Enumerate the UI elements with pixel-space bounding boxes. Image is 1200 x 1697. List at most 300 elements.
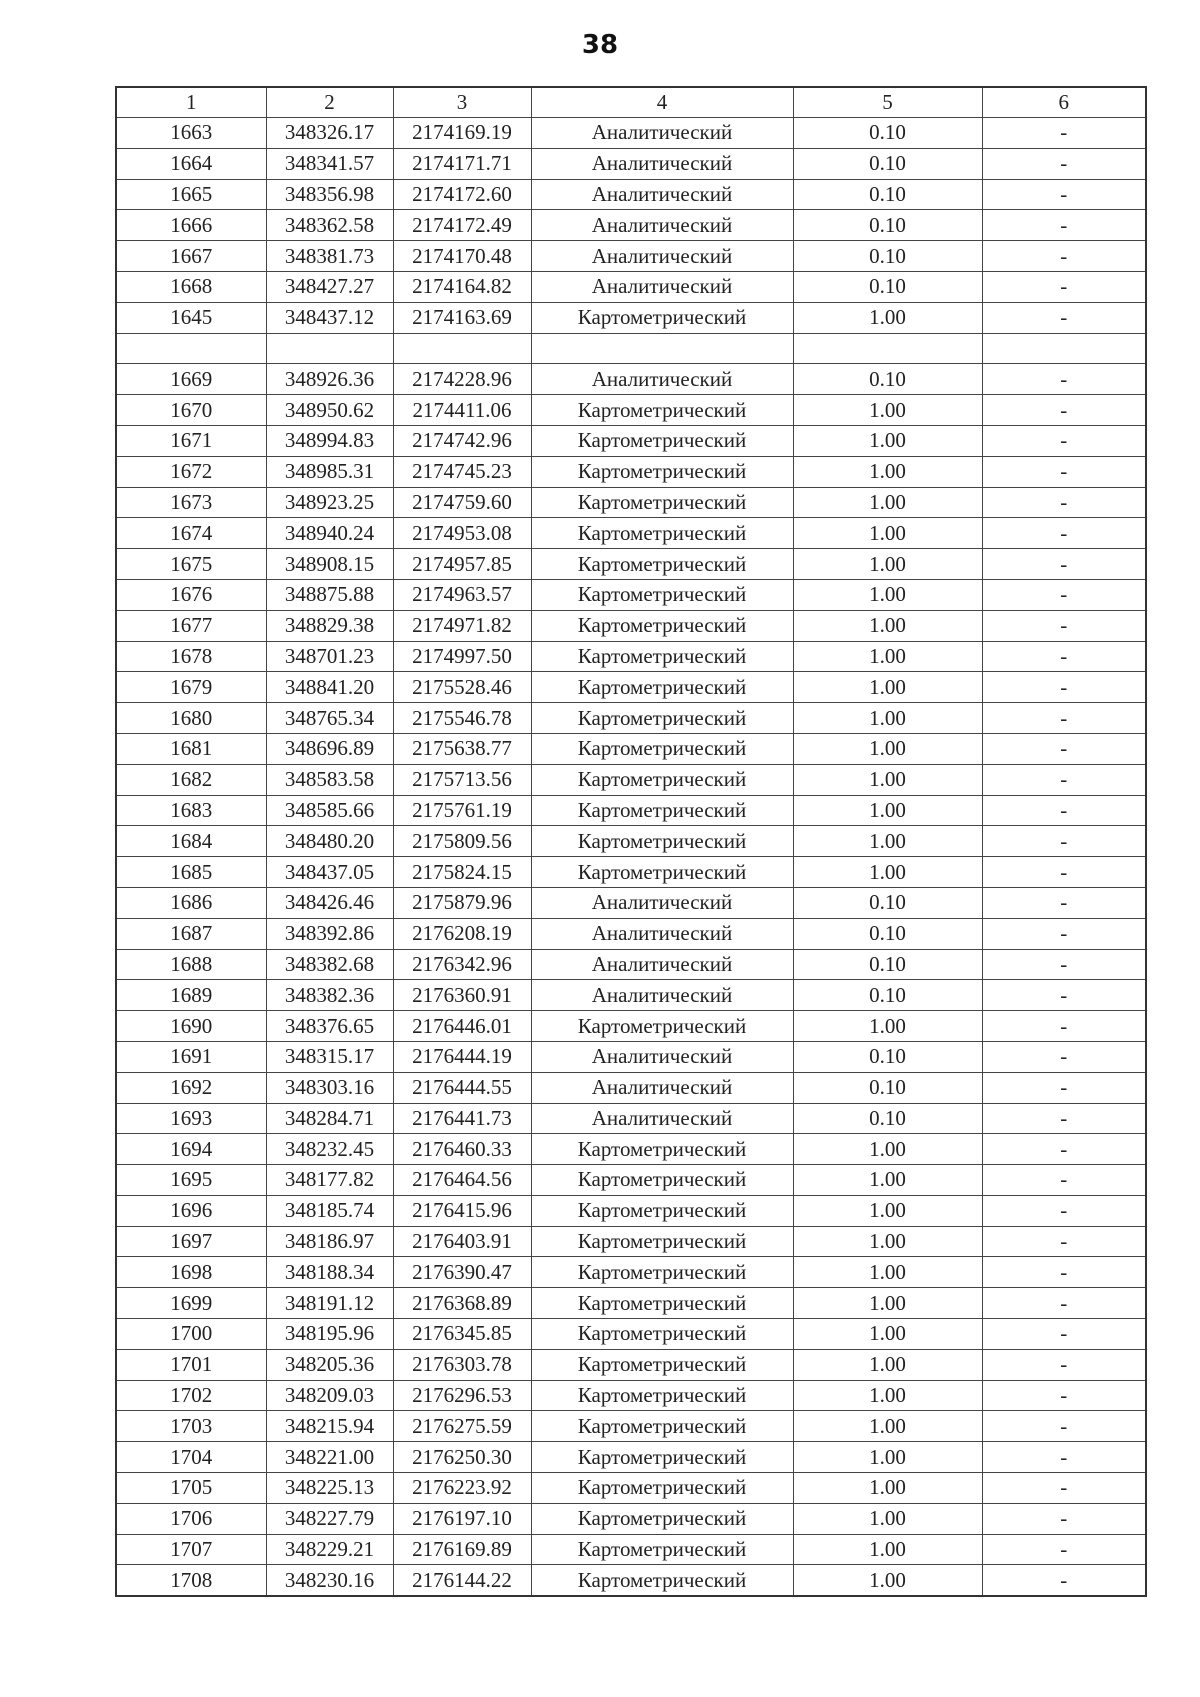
table-row	[116, 795, 1146, 826]
table-row	[116, 179, 1146, 210]
table-cell: 1.00	[793, 1503, 982, 1534]
table-cell: Аналитический	[531, 148, 793, 179]
table-cell: Картометрический	[531, 1349, 793, 1380]
table-cell: -	[982, 980, 1146, 1011]
table-cell: 2174957.85	[393, 549, 531, 580]
table-cell: Картометрический	[531, 579, 793, 610]
table-cell: 1698	[116, 1257, 266, 1288]
table-cell: 348221.00	[266, 1442, 393, 1473]
table-cell: -	[982, 764, 1146, 795]
table-cell: 1679	[116, 672, 266, 703]
table-row	[116, 857, 1146, 888]
table-row	[116, 1226, 1146, 1257]
table-cell: 0.10	[793, 148, 982, 179]
table-cell: 348315.17	[266, 1041, 393, 1072]
table-cell: Картометрический	[531, 518, 793, 549]
table-row	[116, 1072, 1146, 1103]
table-cell: -	[982, 641, 1146, 672]
table-row	[116, 1349, 1146, 1380]
table-cell: -	[982, 579, 1146, 610]
table-cell: -	[982, 241, 1146, 272]
table-cell: 1665	[116, 179, 266, 210]
table-cell: 1.00	[793, 302, 982, 333]
table-cell: -	[982, 826, 1146, 857]
table-cell: 0.10	[793, 364, 982, 395]
table-cell: 348232.45	[266, 1134, 393, 1165]
table-cell: 1674	[116, 518, 266, 549]
table-cell: 348841.20	[266, 672, 393, 703]
table-cell: 2175761.19	[393, 795, 531, 826]
table-cell: 1677	[116, 610, 266, 641]
table-cell: 348341.57	[266, 148, 393, 179]
table-cell: 1.00	[793, 826, 982, 857]
table-cell: Картометрический	[531, 703, 793, 734]
table-cell: 1.00	[793, 795, 982, 826]
table-cell: Картометрический	[531, 672, 793, 703]
table-cell: Картометрический	[531, 1473, 793, 1504]
table-cell: 1699	[116, 1288, 266, 1319]
table-cell: 2176169.89	[393, 1534, 531, 1565]
table-cell: 2176275.59	[393, 1411, 531, 1442]
table-cell: 1708	[116, 1565, 266, 1596]
table-cell: 1.00	[793, 1349, 982, 1380]
table-cell: 1.00	[793, 1411, 982, 1442]
table-cell: 0.10	[793, 179, 982, 210]
coordinates-table	[115, 86, 1147, 1597]
table-cell: 1694	[116, 1134, 266, 1165]
table-cell: 1675	[116, 549, 266, 580]
table-cell: Картометрический	[531, 487, 793, 518]
table-cell: -	[982, 395, 1146, 426]
table-cell: 1703	[116, 1411, 266, 1442]
table-cell: Картометрический	[531, 1226, 793, 1257]
table-cell: 2176223.92	[393, 1473, 531, 1504]
table-cell: 1.00	[793, 579, 982, 610]
table-row	[116, 826, 1146, 857]
table-cell: 2176345.85	[393, 1319, 531, 1350]
table-cell: 1.00	[793, 1165, 982, 1196]
table-cell: 1.00	[793, 1380, 982, 1411]
table-cell: 1678	[116, 641, 266, 672]
table-cell: -	[982, 1319, 1146, 1350]
table-cell: 2174169.19	[393, 118, 531, 149]
table-cell: 2176144.22	[393, 1565, 531, 1596]
table-cell: -	[982, 148, 1146, 179]
table-cell: Картометрический	[531, 826, 793, 857]
table-cell: 348829.38	[266, 610, 393, 641]
table-cell: 1.00	[793, 487, 982, 518]
table-cell: 1.00	[793, 1257, 982, 1288]
table-cell: 1685	[116, 857, 266, 888]
table-cell: -	[982, 425, 1146, 456]
table-cell: 2174953.08	[393, 518, 531, 549]
table-cell: 1664	[116, 148, 266, 179]
table-cell: Картометрический	[531, 1165, 793, 1196]
table-cell: Картометрический	[531, 733, 793, 764]
table-cell: 348480.20	[266, 826, 393, 857]
table-header-row	[116, 87, 1146, 118]
table-cell: -	[982, 1072, 1146, 1103]
table-cell: 348229.21	[266, 1534, 393, 1565]
table-cell: -	[982, 887, 1146, 918]
table-cell: 1.00	[793, 549, 982, 580]
table-cell: 1.00	[793, 703, 982, 734]
table-cell: 1.00	[793, 425, 982, 456]
table-cell: 1666	[116, 210, 266, 241]
table-cell: 348381.73	[266, 241, 393, 272]
table-cell: -	[982, 1565, 1146, 1596]
table-cell: 1.00	[793, 1565, 982, 1596]
table-row	[116, 364, 1146, 395]
table-cell: 0.10	[793, 271, 982, 302]
table-cell: 348376.65	[266, 1011, 393, 1042]
table-row	[116, 918, 1146, 949]
table-cell: 1686	[116, 887, 266, 918]
table-cell: -	[982, 1226, 1146, 1257]
table-cell: Картометрический	[531, 456, 793, 487]
table-cell: 1690	[116, 1011, 266, 1042]
table-cell: Картометрический	[531, 302, 793, 333]
table-cell: 1687	[116, 918, 266, 949]
table-cell: 1.00	[793, 857, 982, 888]
table-cell: -	[982, 271, 1146, 302]
table-cell: 2174163.69	[393, 302, 531, 333]
table-cell: -	[982, 364, 1146, 395]
table-cell: 1702	[116, 1380, 266, 1411]
table-cell: Аналитический	[531, 1072, 793, 1103]
table-cell: 2175824.15	[393, 857, 531, 888]
table-cell: -	[982, 179, 1146, 210]
column-header: 4	[531, 87, 793, 118]
table-cell: 2176446.01	[393, 1011, 531, 1042]
table-row	[116, 764, 1146, 795]
table-cell: 1696	[116, 1195, 266, 1226]
table-cell: -	[982, 1103, 1146, 1134]
table-cell: 2174164.82	[393, 271, 531, 302]
table-cell: Аналитический	[531, 241, 793, 272]
table-cell: 348392.86	[266, 918, 393, 949]
table-cell: -	[982, 1011, 1146, 1042]
table-row	[116, 456, 1146, 487]
table-cell: 2176415.96	[393, 1195, 531, 1226]
table-cell: 348177.82	[266, 1165, 393, 1196]
table-cell: 1663	[116, 118, 266, 149]
table-cell: 2174745.23	[393, 456, 531, 487]
table-row	[116, 1195, 1146, 1226]
table-row	[116, 1041, 1146, 1072]
table-row	[116, 1288, 1146, 1319]
table-row	[116, 148, 1146, 179]
table-cell: -	[982, 857, 1146, 888]
table-cell: 348188.34	[266, 1257, 393, 1288]
table-cell: 348994.83	[266, 425, 393, 456]
table-cell: 2176296.53	[393, 1380, 531, 1411]
table-cell: Картометрический	[531, 1411, 793, 1442]
table-cell: Картометрический	[531, 549, 793, 580]
table-cell: 1670	[116, 395, 266, 426]
table-row	[116, 1319, 1146, 1350]
table-cell: Аналитический	[531, 364, 793, 395]
table-cell: -	[982, 733, 1146, 764]
table-cell: 1706	[116, 1503, 266, 1534]
table-cell: 1668	[116, 271, 266, 302]
table-cell: -	[982, 487, 1146, 518]
table-cell: Картометрический	[531, 1319, 793, 1350]
table-cell: -	[982, 1195, 1146, 1226]
table-cell: 1691	[116, 1041, 266, 1072]
table-cell: 348585.66	[266, 795, 393, 826]
table-cell: 1.00	[793, 610, 982, 641]
table-cell: -	[982, 1411, 1146, 1442]
table-cell: 348191.12	[266, 1288, 393, 1319]
table-cell: 2174172.49	[393, 210, 531, 241]
table-cell	[793, 333, 982, 364]
table-cell: 0.10	[793, 1103, 982, 1134]
table-cell: 2175638.77	[393, 733, 531, 764]
table-cell: 348356.98	[266, 179, 393, 210]
table-cell: Аналитический	[531, 949, 793, 980]
table-cell: 2175879.96	[393, 887, 531, 918]
table-cell: -	[982, 210, 1146, 241]
table-cell: -	[982, 1534, 1146, 1565]
table-row	[116, 302, 1146, 333]
table-cell: 348185.74	[266, 1195, 393, 1226]
table-cell: 1672	[116, 456, 266, 487]
table-cell: Картометрический	[531, 1442, 793, 1473]
table-cell	[393, 333, 531, 364]
table-cell: Картометрический	[531, 1134, 793, 1165]
table-cell: 2174759.60	[393, 487, 531, 518]
table-cell: -	[982, 610, 1146, 641]
table-cell: Картометрический	[531, 795, 793, 826]
table-cell: 0.10	[793, 887, 982, 918]
table-row	[116, 1380, 1146, 1411]
table-row	[116, 1257, 1146, 1288]
table-cell: 348583.58	[266, 764, 393, 795]
table-cell: 1707	[116, 1534, 266, 1565]
table-cell: -	[982, 456, 1146, 487]
table-cell: 2176360.91	[393, 980, 531, 1011]
table-cell: -	[982, 1380, 1146, 1411]
table-row	[116, 1534, 1146, 1565]
table-cell: 1693	[116, 1103, 266, 1134]
table-cell: 1.00	[793, 1534, 982, 1565]
table-cell: -	[982, 1134, 1146, 1165]
table-cell	[116, 333, 266, 364]
table-row	[116, 425, 1146, 456]
table-row	[116, 949, 1146, 980]
table-cell	[531, 333, 793, 364]
table-row	[116, 1134, 1146, 1165]
table-cell: 348303.16	[266, 1072, 393, 1103]
table-cell: 2176368.89	[393, 1288, 531, 1319]
table-cell: 2174172.60	[393, 179, 531, 210]
table-cell: 1.00	[793, 1226, 982, 1257]
table-cell: 1.00	[793, 395, 982, 426]
table-cell	[266, 333, 393, 364]
table-cell: 2175546.78	[393, 703, 531, 734]
table-row	[116, 1165, 1146, 1196]
table-cell: 348326.17	[266, 118, 393, 149]
table-cell: 0.10	[793, 1072, 982, 1103]
table-cell: -	[982, 1288, 1146, 1319]
table-cell: 348427.27	[266, 271, 393, 302]
table-cell: 1.00	[793, 641, 982, 672]
table-cell: Аналитический	[531, 118, 793, 149]
table-cell: 0.10	[793, 980, 982, 1011]
table-row	[116, 887, 1146, 918]
table-cell: -	[982, 1165, 1146, 1196]
table-cell: 1.00	[793, 1288, 982, 1319]
table-cell: 2176208.19	[393, 918, 531, 949]
table-cell: 1697	[116, 1226, 266, 1257]
table-cell: -	[982, 1473, 1146, 1504]
table-row	[116, 549, 1146, 580]
table-cell: -	[982, 1257, 1146, 1288]
table-cell: 1682	[116, 764, 266, 795]
table-cell: 1695	[116, 1165, 266, 1196]
table-cell: 2174963.57	[393, 579, 531, 610]
table-cell: -	[982, 1349, 1146, 1380]
column-header: 2	[266, 87, 393, 118]
table-row	[116, 1473, 1146, 1504]
table-cell: 348230.16	[266, 1565, 393, 1596]
table-cell: Картометрический	[531, 1288, 793, 1319]
table-cell: -	[982, 1503, 1146, 1534]
table-row	[116, 641, 1146, 672]
table-cell: 1683	[116, 795, 266, 826]
table-cell: 1669	[116, 364, 266, 395]
table-row	[116, 703, 1146, 734]
table-cell: 0.10	[793, 210, 982, 241]
table-cell: Картометрический	[531, 425, 793, 456]
table-cell: -	[982, 703, 1146, 734]
table-cell	[982, 333, 1146, 364]
table-cell: -	[982, 302, 1146, 333]
table-cell: 348215.94	[266, 1411, 393, 1442]
table-cell: 1.00	[793, 456, 982, 487]
table-cell: 2176303.78	[393, 1349, 531, 1380]
table-cell: Аналитический	[531, 887, 793, 918]
table-cell: 348926.36	[266, 364, 393, 395]
column-header: 1	[116, 87, 266, 118]
table-cell: Картометрический	[531, 1534, 793, 1565]
table-cell: 348284.71	[266, 1103, 393, 1134]
table-cell: -	[982, 949, 1146, 980]
table-cell: -	[982, 672, 1146, 703]
table-cell: 1688	[116, 949, 266, 980]
table-cell: -	[982, 518, 1146, 549]
table-cell: 348426.46	[266, 887, 393, 918]
table-row	[116, 118, 1146, 149]
table-cell: 348362.58	[266, 210, 393, 241]
table-cell: 1.00	[793, 733, 982, 764]
table-cell: 0.10	[793, 949, 982, 980]
table-cell: 2176444.55	[393, 1072, 531, 1103]
table-cell: 1700	[116, 1319, 266, 1350]
table-cell: 2176441.73	[393, 1103, 531, 1134]
table-cell: 348908.15	[266, 549, 393, 580]
table-cell: 1705	[116, 1473, 266, 1504]
table-cell: 348209.03	[266, 1380, 393, 1411]
table-cell: 1.00	[793, 1195, 982, 1226]
table-cell: 2176464.56	[393, 1165, 531, 1196]
table-cell: 2174997.50	[393, 641, 531, 672]
table-cell: 1673	[116, 487, 266, 518]
table-cell: 1704	[116, 1442, 266, 1473]
table-cell: 348195.96	[266, 1319, 393, 1350]
table-cell: 348950.62	[266, 395, 393, 426]
table-cell: 348382.36	[266, 980, 393, 1011]
table-cell: 0.10	[793, 918, 982, 949]
table-cell: Картометрический	[531, 1011, 793, 1042]
table-cell: 2174742.96	[393, 425, 531, 456]
table-cell: 1667	[116, 241, 266, 272]
table-cell: Картометрический	[531, 395, 793, 426]
table-cell: 2174171.71	[393, 148, 531, 179]
table-row	[116, 1103, 1146, 1134]
table-cell: Аналитический	[531, 1103, 793, 1134]
table-cell: 348875.88	[266, 579, 393, 610]
table-cell: 1.00	[793, 764, 982, 795]
table-cell: -	[982, 1442, 1146, 1473]
table-cell: Аналитический	[531, 980, 793, 1011]
table-cell: 2176197.10	[393, 1503, 531, 1534]
table-cell: 348205.36	[266, 1349, 393, 1380]
table-row	[116, 980, 1146, 1011]
table-cell: 2176342.96	[393, 949, 531, 980]
table-row	[116, 241, 1146, 272]
table-cell: 1681	[116, 733, 266, 764]
table-cell: -	[982, 118, 1146, 149]
table-cell: 1676	[116, 579, 266, 610]
table-cell: -	[982, 795, 1146, 826]
table-cell: -	[982, 918, 1146, 949]
table-cell: 2176390.47	[393, 1257, 531, 1288]
table-row	[116, 1011, 1146, 1042]
table-cell: -	[982, 1041, 1146, 1072]
table-cell: Картометрический	[531, 1565, 793, 1596]
table-cell: 2174971.82	[393, 610, 531, 641]
table-cell: 1684	[116, 826, 266, 857]
table-cell: 2176250.30	[393, 1442, 531, 1473]
table-body	[116, 118, 1146, 1597]
table-cell: 2174411.06	[393, 395, 531, 426]
table-cell: 1645	[116, 302, 266, 333]
table-cell: 2175713.56	[393, 764, 531, 795]
table-cell: Картометрический	[531, 610, 793, 641]
table-cell: 348186.97	[266, 1226, 393, 1257]
table-cell: 2174228.96	[393, 364, 531, 395]
table-cell: 348437.12	[266, 302, 393, 333]
table-cell: 1680	[116, 703, 266, 734]
table-cell: 1671	[116, 425, 266, 456]
table-cell: 348985.31	[266, 456, 393, 487]
table-cell: 2174170.48	[393, 241, 531, 272]
table-cell: 1.00	[793, 518, 982, 549]
table-cell: 348225.13	[266, 1473, 393, 1504]
table-cell: 1692	[116, 1072, 266, 1103]
table-cell: Аналитический	[531, 1041, 793, 1072]
table-row	[116, 271, 1146, 302]
table-cell: Аналитический	[531, 271, 793, 302]
table-cell: Картометрический	[531, 1195, 793, 1226]
table-cell: 1701	[116, 1349, 266, 1380]
table-cell: Картометрический	[531, 1503, 793, 1534]
table-cell: Аналитический	[531, 179, 793, 210]
table-cell: 1689	[116, 980, 266, 1011]
table-cell: 0.10	[793, 1041, 982, 1072]
